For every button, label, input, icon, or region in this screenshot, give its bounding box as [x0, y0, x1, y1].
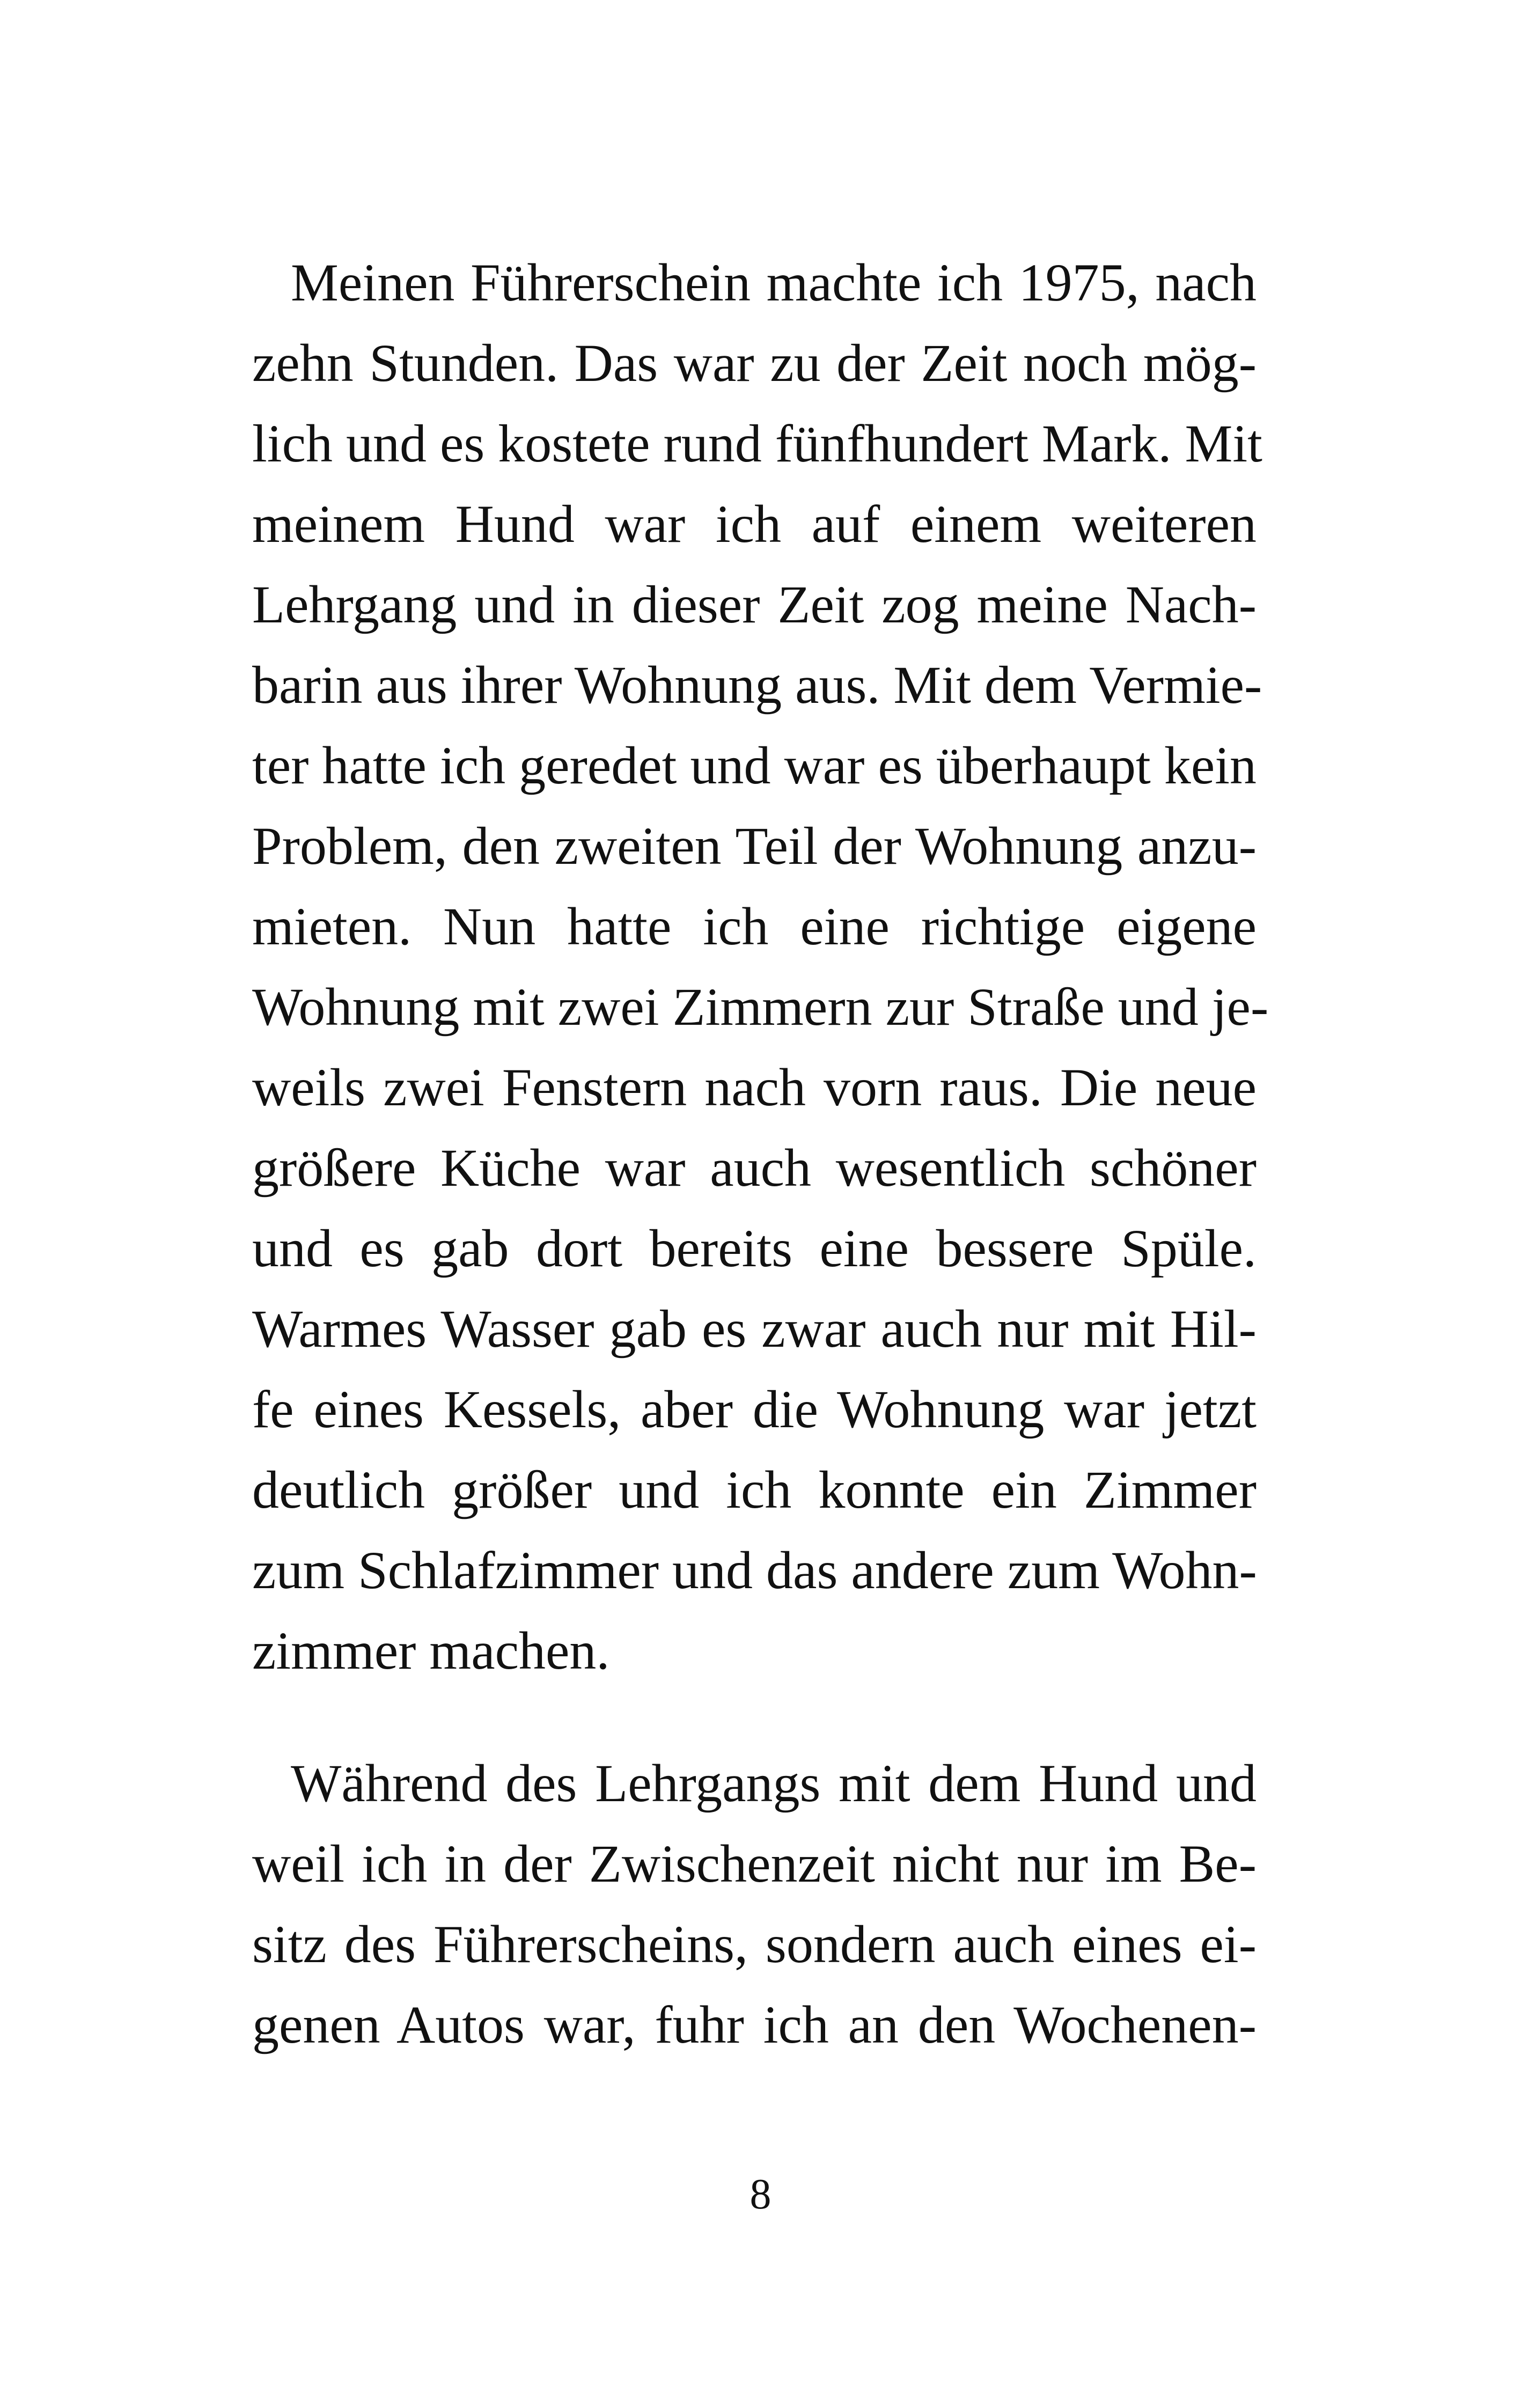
text-line: barin aus ihrer Wohnung aus. Mit dem Vermie-: [252, 655, 1262, 715]
page-number: 8: [750, 2171, 771, 2218]
text-line: sitz des Führerscheins, sondern auch eines ei-: [252, 1914, 1257, 1974]
text-line: deutlich größer und ich konnte ein Zimmer: [252, 1460, 1257, 1519]
text-line: Problem, den zweiten Teil der Wohnung anzu-: [252, 816, 1257, 876]
paragraph-2: [252, 1743, 1257, 2065]
text-line: weils zwei Fenstern nach vorn raus. Die neue: [252, 1058, 1257, 1117]
text-line: Warmes Wasser gab es zwar auch nur mit Hil-: [252, 1299, 1257, 1359]
text-line: Während des Lehrgangs mit dem Hund und: [291, 1753, 1257, 1813]
text-line: fe eines Kessels, aber die Wohnung war jetzt: [252, 1379, 1257, 1439]
text-line: mieten. Nun hatte ich eine richtige eigene: [252, 897, 1257, 956]
text-line: und es gab dort bereits eine bessere Spüle.: [252, 1218, 1257, 1278]
text-line: Meinen Führerschein machte ich 1975, nach: [291, 253, 1257, 312]
text-line: meinem Hund war ich auf einem weiteren: [252, 494, 1257, 554]
text-line: zehn Stunden. Das war zu der Zeit noch mög-: [252, 333, 1257, 393]
text-line: Lehrgang und in dieser Zeit zog meine Nach-: [252, 575, 1257, 634]
text-line: ter hatte ich geredet und war es überhaupt kein: [252, 736, 1257, 795]
text-line: zum Schlafzimmer und das andere zum Wohn-: [252, 1540, 1257, 1600]
text-line: Wohnung mit zwei Zimmern zur Straße und je-: [252, 977, 1269, 1037]
text-line: zimmer machen.: [252, 1621, 610, 1680]
text-line: größere Küche war auch wesentlich schöner: [252, 1138, 1257, 1198]
paragraph-1: [252, 243, 1269, 1691]
text-line: lich und es kostete rund fünfhundert Mark. Mit: [252, 414, 1262, 473]
text-line: genen Autos war, fuhr ich an den Wochenen-: [252, 1995, 1257, 2054]
text-line: weil ich in der Zwischenzeit nicht nur im Be-: [252, 1834, 1257, 1893]
